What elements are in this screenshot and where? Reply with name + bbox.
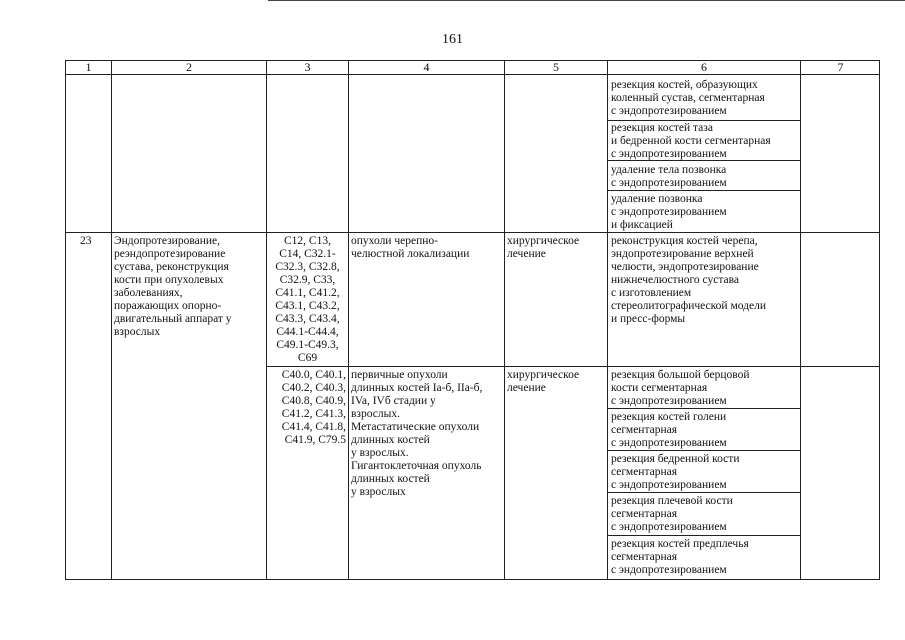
treatment-method: удаление позвонка с эндопротезированием и фиксацией bbox=[611, 193, 727, 231]
icd-codes: C40.0, C40.1, C40.2, C40.3, C40.8, C40.9, C41.2, C41.3, C41.4, C41.8, C41.9, C79.5 bbox=[281, 369, 346, 446]
diagnosis: первичные опухоли длинных костей Iа-б, IIа-б, IVa, IVб стадии у взрослых. Метастатические опухоли длинных костей у взрослых. Гигантоклеточная опухоль длинных костей у взрослых bbox=[351, 369, 483, 498]
header-col-7: 7 bbox=[837, 61, 844, 74]
header-col-1: 1 bbox=[85, 61, 92, 74]
row-number: 23 bbox=[80, 235, 92, 247]
treatment-method: резекция бедренной кости сегментарная с эндопротезированием bbox=[611, 453, 740, 491]
treatment-method: резекция плечевой кости сегментарная с эндопротезированием bbox=[611, 495, 733, 533]
page-number: 161 bbox=[442, 32, 463, 47]
treatment-method: реконструкция костей черепа, эндопротезирование верхней челюсти, эндопротезирование нижнечелюстного сустава с изготовлением стереолитографической модели и пресс-формы bbox=[611, 235, 766, 325]
treatment-type: хирургическое лечение bbox=[507, 235, 580, 260]
treatment-type: хирургическое лечение bbox=[507, 369, 580, 394]
treatment-method: резекция костей, образующих коленный сустав, сегментарная с эндопротезированием bbox=[611, 79, 765, 117]
icd-codes: C12, C13, C14, C32.1- C32.3, C32.8, C32.9, C33, C41.1, C41.2, C43.1, C43.2, C43.3, C43.4, C44.1-C44.4, C49.1-C49.3, C69 bbox=[275, 235, 340, 364]
treatment-method: резекция костей предплечья сегментарная с эндопротезированием bbox=[611, 538, 749, 576]
treatment-method: резекция костей таза и бедренной кости сегментарная с эндопротезированием bbox=[611, 122, 771, 160]
header-col-6: 6 bbox=[701, 61, 707, 74]
header-col-2: 2 bbox=[186, 61, 192, 74]
treatment-method: удаление тела позвонка с эндопротезированием bbox=[611, 164, 727, 189]
treatment-method: резекция большой берцовой кости сегментарная с эндопротезированием bbox=[611, 369, 750, 407]
header-col-3: 3 bbox=[304, 61, 311, 74]
care-type-name: Эндопротезирование, реэндопротезирование сустава, реконструкция кости при опухолевых заболеваниях, поражающих опорно- двигательный аппарат у взрослых bbox=[114, 235, 232, 338]
header-col-4: 4 bbox=[423, 61, 430, 74]
diagnosis: опухоли черепно- челюстной локализации bbox=[351, 235, 470, 260]
treatment-method: резекция костей голени сегментарная с эндопротезированием bbox=[611, 411, 727, 449]
header-col-5: 5 bbox=[553, 61, 559, 74]
